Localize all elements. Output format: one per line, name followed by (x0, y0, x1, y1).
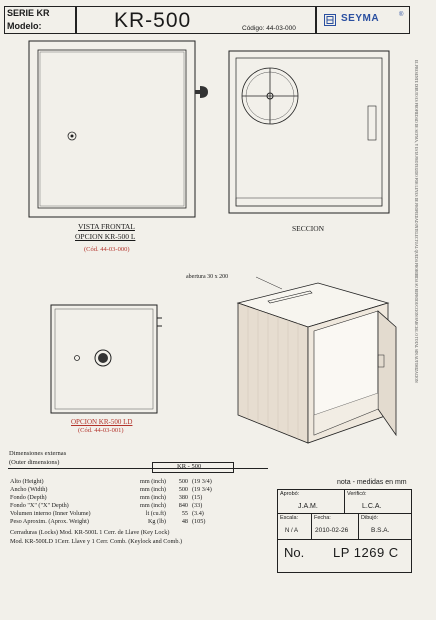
model-title: KR-500 (114, 9, 192, 32)
locks-line-2: Mod. KR-500LD 1Cerr. Llave y 1 Cerr. Comb. (Keylock and Comb.) (10, 538, 183, 545)
copyright-side-text: EL PRESENTE DIBUJO ES PROPIEDAD DE SEYMA, Y ESTA PROTEGIDO POR LEYES DE PROPIEDAD INTELECTUAL QUEDA PROHIBIDA SU REPRODUCCION PARCIAL O TOTAL SIN AUTORIZACION (414, 60, 418, 383)
spec-label: Peso Aproxim. (Aprox. Weight) (10, 517, 89, 525)
brand-registered-mark: ® (399, 12, 404, 18)
section-view-title: SECCION (292, 224, 325, 233)
approved-value: J.A.M. (298, 503, 318, 510)
specs-title: Dimensiones externas (9, 450, 67, 457)
spec-unit: mm (inch) (140, 493, 166, 501)
spec-value-inch: (19 3/4) (192, 485, 212, 493)
drawn-label: Dibujó: (361, 515, 379, 521)
approved-label: Aprobó: (280, 491, 300, 497)
ld-view-code: (Cód. 44-03-001) (78, 427, 124, 434)
spec-value-inch: (105) (192, 517, 206, 525)
spec-value-mm: 380 (178, 493, 188, 501)
spec-value-mm: 840 (178, 501, 188, 509)
spec-label: Fondo (Depth) (10, 493, 47, 501)
spec-label: Volumen interno (Inner Volume) (10, 509, 91, 517)
specs-model-column: KR - 500 (177, 463, 202, 470)
verified-value: L.C.A. (362, 503, 382, 510)
isometric-view-drawing (228, 265, 408, 485)
specs-subtitle: (Outer dimensions) (9, 459, 60, 466)
table-row (8, 477, 214, 485)
spec-value-inch: (3.4) (192, 509, 204, 517)
spec-label: Ancho (Width) (10, 485, 48, 493)
date-label: Fecha: (314, 515, 331, 521)
table-row (8, 493, 214, 501)
table-row (8, 501, 214, 509)
spec-label: Fondo "X" ("X" Depth) (10, 501, 69, 509)
tb-vline-2 (311, 513, 312, 539)
spec-unit: mm (inch) (140, 477, 166, 485)
front-view-title: VISTA FRONTAL (78, 222, 135, 231)
spec-value-mm: 500 (178, 485, 188, 493)
slot-opening-label: abertura 30 x 200 (186, 274, 229, 280)
spec-value-mm: 55 (181, 509, 188, 517)
table-row (8, 517, 214, 525)
spec-unit: lt (cu.ft) (145, 509, 166, 517)
date-value: 2010-02-26 (315, 527, 349, 534)
section-view-drawing (228, 50, 396, 218)
tb-line-2 (277, 539, 412, 540)
spec-value-inch: (15) (192, 493, 203, 501)
table-row (8, 485, 214, 493)
spec-value-mm: 48 (181, 517, 188, 525)
scale-value: N / A (285, 528, 299, 534)
drawing-number: LP 1269 C (333, 545, 399, 560)
series-label: SERIE KR (7, 8, 50, 18)
spec-unit: mm (inch) (140, 501, 166, 509)
model-label: Modelo: (7, 21, 42, 31)
locks-line-1: Cerraduras (Locks) Mod. KR-500L 1 Cerr. de Llave (Key Lock) (10, 529, 170, 536)
ld-view-title: OPCION KR-500 LD (71, 418, 133, 426)
front-view-subtitle: OPCION KR-500 L (75, 232, 136, 241)
drawn-value: B.S.A. (371, 527, 390, 534)
spec-unit: mm (inch) (140, 485, 166, 493)
specs-table (8, 477, 214, 525)
spec-value-inch: (19 3/4) (192, 477, 212, 485)
measurement-note: nota - medidas en mm (337, 479, 407, 486)
brand-name: SEYMA (341, 13, 380, 24)
table-row (8, 509, 214, 517)
ld-view-drawing (50, 304, 168, 416)
drawing-number-label: No. (284, 545, 305, 560)
front-view-drawing (28, 40, 218, 225)
spec-label: Alto (Height) (10, 477, 44, 485)
tb-line-1 (277, 513, 412, 514)
verified-label: Verificó: (347, 491, 367, 497)
seyma-logo-icon (324, 13, 336, 25)
spec-unit: Kg (lb) (147, 517, 166, 525)
tb-vline-1 (344, 489, 345, 513)
scale-label: Escala: (280, 515, 299, 521)
spec-value-mm: 500 (178, 477, 188, 485)
tb-vline-3 (358, 513, 359, 539)
product-code: Código: 44-03-000 (242, 25, 296, 32)
spec-value-inch: (33) (192, 501, 203, 509)
front-view-code: (Cód. 44-03-000) (84, 246, 130, 253)
